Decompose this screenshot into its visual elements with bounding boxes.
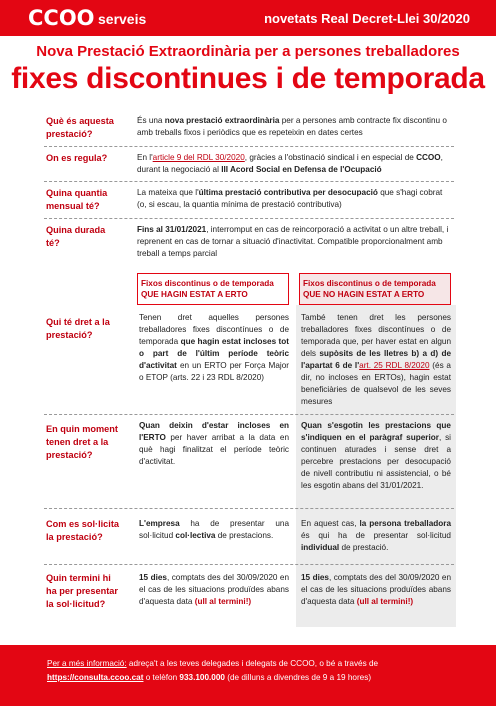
cell-sollicita-erto: L'empresa ha de presentar una sol·licitud col·lectiva de prestacions. xyxy=(139,519,289,540)
question-en-quin-moment: En quin moment tenen dret a la prestació? xyxy=(46,424,118,460)
answer-durada: Fins al 31/01/2021, interromput en cas de reincorporació a activitat o un altre treball, i reprenent en cas de tornar a situació d'inactivitat. Compatible proporcionalment amb treball a temps parcial xyxy=(137,225,449,258)
novetats-label: novetats Real Decret-Llei 30/2020 xyxy=(264,11,470,26)
page-subtitle: Nova Prestació Extraordinària per a persones treballadores xyxy=(36,43,460,60)
question-quantia: Quina quantia mensual té? xyxy=(46,188,108,211)
link-art-25[interactable]: art. 25 RDL 8/2020 xyxy=(359,361,430,370)
serveis-label: serveis xyxy=(98,11,147,27)
link-article-9[interactable]: article 9 del RDL 30/2020 xyxy=(152,153,245,162)
ccoo-logo: CCOO xyxy=(28,6,95,30)
cell-sollicita-no-erto: En aquest cas, la persona treballadora és qui ha de presentar sol·licitud individual de prestació. xyxy=(301,519,451,552)
cell-dret-erto: Tenen dret aquelles persones treballadores fixes discontínues o de temporada que hagin estat incloses tot o part de l'últim període teòric d'activitat en un ERTO per Força Major o ETOP (arts. 22 i 23 RDL 8/2020) xyxy=(139,313,289,382)
divider xyxy=(44,181,454,182)
question-durada: Quina durada té? xyxy=(46,225,106,248)
more-info-link[interactable]: Per a més informació: xyxy=(47,659,127,668)
consulta-link[interactable]: https://consulta.ccoo.cat xyxy=(47,673,144,682)
cell-moment-erto: Quan deixin d'estar incloses en l'ERTO per haver arribat a la data en què hagi finalitzat el període teòric d'activitat. xyxy=(139,421,289,466)
question-com-es-sollicita: Com es sol·licita la prestació? xyxy=(46,519,120,542)
footer-bar xyxy=(0,645,496,706)
divider xyxy=(44,414,454,415)
question-que-es: Què és aquesta prestació? xyxy=(46,116,114,139)
answer-que-es: És una nova prestació extraordinària per a persones amb contracte fix discontinu o amb treballs fixos i periòdics que es repeteixin en dates certes xyxy=(137,116,447,137)
question-on-es-regula: On es regula? xyxy=(46,153,108,163)
header-bar xyxy=(0,0,496,36)
question-quin-termini: Quin termini hi ha per presentar la sol·licitud? xyxy=(46,573,118,609)
answer-quantia: La mateixa que l'última prestació contributiva per desocupació que s'hagi cobrat (o, si escau, la quantia mínima de prestació contributiva) xyxy=(137,188,443,209)
cell-termini-no-erto: 15 dies, comptats des del 30/09/2020 en el cas de les situacions produïdes abans d'aquesta data (ull al termini!) xyxy=(301,573,452,606)
page-title: fixes discontinues i de temporada xyxy=(11,62,485,95)
divider xyxy=(44,146,454,147)
column-header-erto: Fixos discontinus o de temporada QUE HAGIN ESTAT A ERTO xyxy=(137,273,289,305)
divider xyxy=(44,508,454,509)
cell-termini-erto: 15 dies, comptats des del 30/09/2020 en el cas de les situacions produïdes abans d'aquesta data (ull al termini!) xyxy=(139,573,290,606)
column-header-no-erto: Fixos discontinus o de temporada QUE NO HAGIN ESTAT A ERTO xyxy=(299,273,451,305)
phone-number: 933.100.000 xyxy=(179,673,225,682)
answer-on-es-regula: En l'article 9 del RDL 30/2020, gràcies a l'obstinació sindical i en especial de CCOO, durant la negociació al III Acord Social en Defensa de l'Ocupació xyxy=(137,153,443,174)
divider xyxy=(44,218,454,219)
cell-moment-no-erto: Quan s'esgotin les prestacions que s'indiquen en el paràgraf superior, si continuen aturades i sense dret a percebre prestacions per desocupació de nivell contributiu ni assistencial, o bé les esgotin abans del 31/01/2021. xyxy=(301,421,451,490)
divider xyxy=(44,564,454,565)
question-qui-te-dret: Qui té dret a la prestació? xyxy=(46,317,110,340)
footer-text: Per a més informació: adreça't a les teves delegades i delegats de CCOO, o bé a través de https://consulta.ccoo.cat o telèfon 933.100.000 (de dilluns a divendres de 9 a 19 hores) xyxy=(47,659,379,682)
cell-dret-no-erto: També tenen dret les persones treballadores fixes discontínues o de temporada que, per haver estat en algun dels supòsits de les lletres b) a d) de l'apartat 6 de l'art. 25 RDL 8/2020 (és a dir, no incloses en ERTOs), hagin estat beneficiàries de qualsevol de les seves mesures xyxy=(301,313,451,406)
